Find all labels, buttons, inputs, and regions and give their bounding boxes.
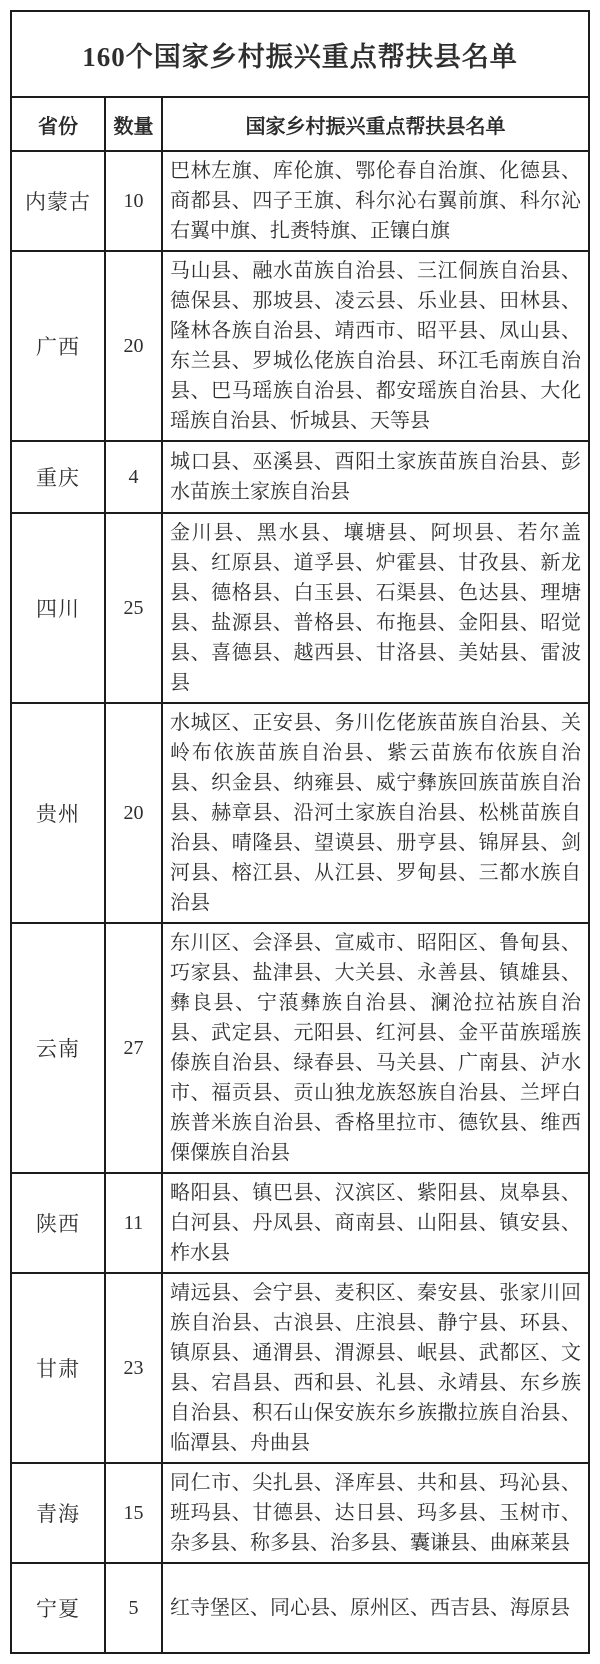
counties-cell: 水城区、正安县、务川仡佬族苗族自治县、关岭布依族苗族自治县、紫云苗族布依族自治县、织金县、纳雍县、威宁彝族回族苗族自治县、赫章县、沿河土家族自治县、松桃苗族自治县、晴隆县、望谟县、册亨县、锦屏县、剑河县、榕江县、从江县、罗甸县、三都水族自治县	[162, 703, 589, 923]
table-row	[11, 1463, 589, 1563]
counties-cell: 东川区、会泽县、宣威市、昭阳区、鲁甸县、巧家县、盐津县、大关县、永善县、镇雄县、彝良县、宁蒗彝族自治县、澜沧拉祜族自治县、武定县、元阳县、红河县、金平苗族瑶族傣族自治县、绿春县、马关县、广南县、泸水市、福贡县、贡山独龙族怒族自治县、兰坪白族普米族自治县、香格里拉市、德钦县、维西傈僳族自治县	[162, 923, 589, 1173]
province-cell: 宁夏	[11, 1563, 105, 1653]
table-row	[11, 703, 589, 923]
counties-cell: 红寺堡区、同心县、原州区、西吉县、海原县	[162, 1563, 589, 1653]
province-cell: 陕西	[11, 1173, 105, 1273]
counties-cell: 靖远县、会宁县、麦积区、秦安县、张家川回族自治县、古浪县、庄浪县、静宁县、环县、镇原县、通渭县、渭源县、岷县、武都区、文县、宕昌县、西和县、礼县、永靖县、东乡族自治县、积石山保安族东乡族撒拉族自治县、临潭县、舟曲县	[162, 1273, 589, 1463]
counties-cell: 略阳县、镇巴县、汉滨区、紫阳县、岚皋县、白河县、丹凤县、商南县、山阳县、镇安县、柞水县	[162, 1173, 589, 1273]
province-cell: 四川	[11, 513, 105, 703]
title-row	[11, 11, 589, 97]
province-cell: 广西	[11, 251, 105, 441]
province-cell: 甘肃	[11, 1273, 105, 1463]
count-cell: 15	[105, 1463, 162, 1563]
province-cell: 青海	[11, 1463, 105, 1563]
count-cell: 23	[105, 1273, 162, 1463]
table-row	[11, 151, 589, 251]
province-cell: 云南	[11, 923, 105, 1173]
counties-cell: 同仁市、尖扎县、泽库县、共和县、玛沁县、班玛县、甘德县、达日县、玛多县、玉树市、杂多县、称多县、治多县、囊谦县、曲麻莱县	[162, 1463, 589, 1563]
count-cell: 25	[105, 513, 162, 703]
count-cell: 10	[105, 151, 162, 251]
table-row	[11, 1273, 589, 1463]
counties-cell: 巴林左旗、库伦旗、鄂伦春自治旗、化德县、商都县、四子王旗、科尔沁右翼前旗、科尔沁右翼中旗、扎赉特旗、正镶白旗	[162, 151, 589, 251]
header-cell-province: 省份	[11, 97, 105, 151]
province-cell: 重庆	[11, 441, 105, 513]
support-counties-table	[10, 10, 590, 1654]
count-cell: 4	[105, 441, 162, 513]
counties-cell: 城口县、巫溪县、酉阳土家族苗族自治县、彭水苗族土家族自治县	[162, 441, 589, 513]
table-row	[11, 1563, 589, 1653]
count-cell: 20	[105, 251, 162, 441]
table-row	[11, 1173, 589, 1273]
table-row	[11, 923, 589, 1173]
counties-cell: 金川县、黑水县、壤塘县、阿坝县、若尔盖县、红原县、道孚县、炉霍县、甘孜县、新龙县、德格县、白玉县、石渠县、色达县、理塘县、盐源县、普格县、布拖县、金阳县、昭觉县、喜德县、越西县、甘洛县、美姑县、雷波县	[162, 513, 589, 703]
province-cell: 贵州	[11, 703, 105, 923]
table-row	[11, 513, 589, 703]
counties-cell: 马山县、融水苗族自治县、三江侗族自治县、德保县、那坡县、凌云县、乐业县、田林县、隆林各族自治县、靖西市、昭平县、凤山县、东兰县、罗城仫佬族自治县、环江毛南族自治县、巴马瑶族自治县、都安瑶族自治县、大化瑶族自治县、忻城县、天等县	[162, 251, 589, 441]
count-cell: 27	[105, 923, 162, 1173]
table-row	[11, 441, 589, 513]
header-row	[11, 97, 589, 151]
header-cell-count: 数量	[105, 97, 162, 151]
count-cell: 5	[105, 1563, 162, 1653]
count-cell: 20	[105, 703, 162, 923]
header-cell-list: 国家乡村振兴重点帮扶县名单	[162, 97, 589, 151]
province-cell: 内蒙古	[11, 151, 105, 251]
document-title: 160个国家乡村振兴重点帮扶县名单	[11, 11, 589, 97]
table-row	[11, 251, 589, 441]
count-cell: 11	[105, 1173, 162, 1273]
